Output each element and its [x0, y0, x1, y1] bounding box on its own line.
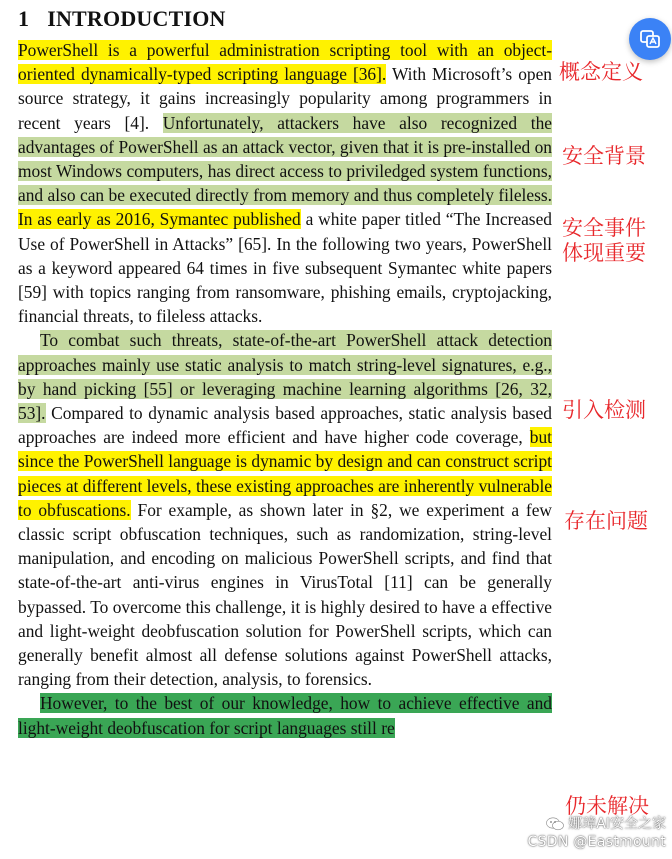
section-number: 1: [18, 6, 30, 31]
translate-button[interactable]: [629, 18, 671, 60]
wechat-logo-icon: [546, 817, 564, 831]
text-segment: For example, as shown later in §2, we experiment a few classic script obfuscation techniques, such as randomization, string-level manipulation, and encoding on malicious PowerShell scripts, and find that state-of-the-art anti-virus engines in VirusTotal [11] can be generally bypassed. To overcome this challenge, it is highly desired to have a effective and light-weight deobfuscation solution for PowerShell scripts, which can generally benefit almost all defense solutions against PowerShell attacks, ranging from their detection, analysis, to forensics.: [18, 499, 552, 690]
body-text: [18, 38, 552, 740]
text-segment: With Microsoft’s open source strategy, it gains increasingly popularity among programmers in recent years [4].: [18, 64, 552, 133]
text-segment: Compared to dynamic analysis based approaches, static analysis based approaches are indeed more efficient and have higher code coverage,: [18, 403, 552, 448]
translate-icon: [639, 28, 661, 50]
annotation-line: 体现重要: [562, 241, 646, 265]
section-heading: [18, 6, 226, 32]
annotation-line: 安全事件: [562, 216, 646, 240]
watermark-credit: CSDN @Eastmount: [527, 834, 666, 850]
annotation-introduce-detection: 引入检测: [562, 398, 646, 422]
paragraph: [18, 691, 552, 739]
section-title: INTRODUCTION: [47, 6, 226, 31]
annotation-existing-problem: 存在问题: [564, 509, 648, 533]
annotation-security-event: [562, 216, 646, 266]
annotation-security-background: 安全背景: [562, 144, 646, 168]
highlighted-text: Unfortunately, attackers have also recognized the advantages of PowerShell as an attack vector, given that it is pre-installed on most Windows computers, has direct access to priviledged system functions, and also can be executed directly from memory and thus completely fileless.: [18, 112, 553, 206]
highlighted-text: In as early as 2016, Symantec published: [18, 209, 301, 230]
highlighted-text: but since the PowerShell language is dynamic by design and can construct script pieces at different levels, these existing approaches are inherently vulnerable to obfuscations.: [18, 427, 552, 520]
text-segment: a white paper titled “The Increased Use of PowerShell in Attacks” [65]. In the following two years, PowerShell as a keyword appeared 64 times in five subsequent Symantec white papers [59] with topics ranging from ransomware, phishing emails, cryptojacking, financial threats, to fileless attacks.: [18, 209, 552, 327]
annotation-unsolved: 仍未解决: [565, 794, 649, 818]
paragraph: [18, 38, 552, 328]
annotation-concept-definition: 概念定义: [559, 60, 643, 84]
paragraph: [18, 328, 552, 691]
watermark-brand: 娜璋AI安全之家: [568, 816, 666, 832]
highlighted-text: To combat such threats, state-of-the-art PowerShell attack detection approaches mainly use static analysis to match string-level signatures, e.g., by hand picking [55] or leveraging machine learning algorithms [26, 32, 53].: [18, 330, 552, 424]
highlighted-text: However, to the best of our knowledge, how to achieve effective and light-weight deobfuscation for script languages still re: [18, 693, 552, 738]
highlighted-text: PowerShell is a powerful administration scripting tool with an object-oriented dynamically-typed scripting language [36].: [18, 40, 552, 85]
watermark: [527, 815, 666, 851]
